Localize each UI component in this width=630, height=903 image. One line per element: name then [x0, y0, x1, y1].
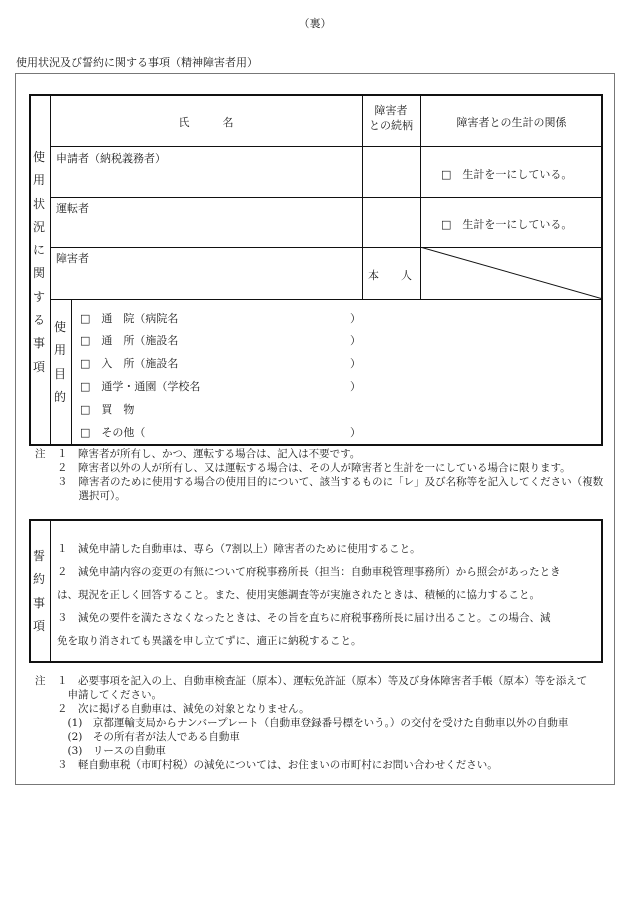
purpose-label-text: □ その他（: [80, 426, 146, 439]
notes2-line-2: 申請してください。: [57, 689, 162, 701]
driver-livelihood-checkbox[interactable]: □ 生計を一にしている。: [441, 218, 573, 231]
vertical-char: す: [32, 289, 45, 304]
vertical-char: 使: [32, 150, 45, 164]
vertical-char: 的: [53, 389, 66, 404]
purpose-label-text: □ 通学・通園（学校名: [80, 380, 201, 393]
pledge-line-3: は、現況を正しく回答すること。また、使用実態調査等が実施されたときは、積極的に協力すること。: [57, 589, 540, 601]
purpose-school[interactable]: [80, 378, 360, 394]
note-number: ３: [57, 476, 68, 488]
notes2-line-5: (2) その所有者が法人である自動車: [57, 731, 240, 743]
purpose-residential[interactable]: [80, 355, 360, 371]
notes2-line-3: ２ 次に掲げる自動車は、減免の対象となりません。: [57, 703, 310, 715]
section-title: 使用状況及び誓約に関する事項（精神障害者用）: [16, 56, 258, 69]
purpose-close-paren: ）: [350, 426, 361, 439]
usage-vertical-label: [30, 146, 48, 379]
pledge-line-5: 免を取り消されても異議を申し立てずに、適正に納税すること。: [57, 635, 362, 647]
vertical-char: 目: [53, 366, 66, 381]
purpose-label-divider: [71, 299, 72, 446]
vertical-char: 状: [32, 196, 45, 211]
purpose-vertical-label: [51, 316, 69, 409]
pledge-vertical-label: [30, 545, 48, 638]
pledge-line-4: ３ 減免の要件を満たさなくなったときは、その旨を直ちに府税事務所長に届け出ること。この場合、減: [57, 612, 551, 624]
notes2-mark: 注: [35, 675, 46, 687]
header-row-divider: [50, 146, 603, 147]
applicant-label: 申請者（納税義務者）: [56, 152, 166, 165]
vertical-char: 誓: [32, 549, 45, 563]
note-text: 障害者のために使用する場合の使用目的について、該当するものに「レ」及び名称等を記入してください（複数選択可）。: [78, 476, 604, 502]
header-relation-line2: との続柄: [369, 119, 413, 132]
note-text: 障害者以外の人が所有し、又は運転する場合は、その人が障害者と生計を一にしている場合に限ります。: [78, 462, 571, 474]
purpose-close-paren: ）: [350, 380, 361, 393]
purpose-close-paren: ）: [350, 357, 361, 370]
header-relation: [362, 103, 420, 133]
vertical-char: 事: [32, 336, 45, 351]
vertical-char: 用: [53, 343, 66, 358]
driver-label: 運転者: [56, 202, 89, 215]
note-number: １: [57, 448, 68, 460]
applicant-livelihood-checkbox[interactable]: □ 生計を一にしている。: [441, 168, 573, 181]
vertical-char: に: [32, 243, 45, 258]
vertical-char: 約: [32, 572, 45, 587]
header-relation-line1: 障害者: [374, 104, 408, 117]
notes1-item-2: [57, 462, 617, 476]
header-livelihood: 障害者との生計の関係: [456, 116, 567, 129]
notes1-item-3: [57, 476, 605, 503]
vertical-char: 使: [53, 320, 66, 334]
vertical-char: 関: [32, 266, 45, 281]
header-name: 氏 名: [178, 116, 234, 129]
relation-self: 本 人: [368, 269, 412, 282]
page-title: （裏）: [298, 17, 332, 30]
purpose-other[interactable]: [80, 424, 360, 440]
purpose-close-paren: ）: [350, 334, 361, 347]
note-text: 障害者が所有し、かつ、運転する場合は、記入は不要です。: [78, 448, 361, 460]
vertical-char: 項: [32, 618, 45, 633]
purpose-shopping[interactable]: [80, 401, 360, 417]
purpose-label-text: □ 通 院（病院名: [80, 312, 179, 325]
disabled-row-divider: [50, 299, 603, 300]
purpose-close-paren: ）: [350, 312, 361, 325]
pledge-label-divider: [50, 519, 51, 663]
purpose-label-text: □ 入 所（施設名: [80, 357, 179, 370]
applicant-row-divider: [50, 197, 603, 198]
vertical-char: 項: [32, 359, 45, 374]
vertical-char: 用: [32, 173, 45, 188]
diagonal-strike-line: [420, 247, 603, 299]
notes1-item-1: [57, 448, 605, 462]
vertical-char: 況: [32, 219, 45, 234]
pledge-line-1: １ 減免申請した自動車は、専ら（7割以上）障害者のために使用すること。: [57, 543, 421, 555]
notes2-line-4: (1) 京都運輸支局からナンバープレート（自動車登録番号標をいう。）の交付を受けた自動車以外の自動車: [57, 717, 569, 729]
purpose-hospital[interactable]: [80, 310, 360, 326]
notes2-line-7: ３ 軽自動車税（市町村税）の減免については、お住まいの市町村にお問い合わせください。: [57, 759, 498, 771]
notes2-line-1: １ 必要事項を記入の上、自動車検査証（原本）、運転免許証（原本）等及び身体障害者手帳（原本）等を添えて: [57, 675, 588, 687]
purpose-label-text: □ 買 物: [80, 403, 135, 416]
vertical-char: る: [32, 313, 45, 328]
vertical-char: 事: [32, 595, 45, 610]
note-number: ２: [57, 462, 68, 474]
pledge-line-2: ２ 減免申請内容の変更の有無について府税事務所長（担当：自動車税管理事務所）から照会があったとき: [57, 566, 561, 578]
purpose-label-text: □ 通 所（施設名: [80, 334, 179, 347]
disabled-label: 障害者: [56, 252, 89, 265]
notes2-line-6: (3) リースの自動車: [57, 745, 166, 757]
notes1-mark: 注: [35, 448, 46, 460]
purpose-day-facility[interactable]: [80, 332, 360, 348]
